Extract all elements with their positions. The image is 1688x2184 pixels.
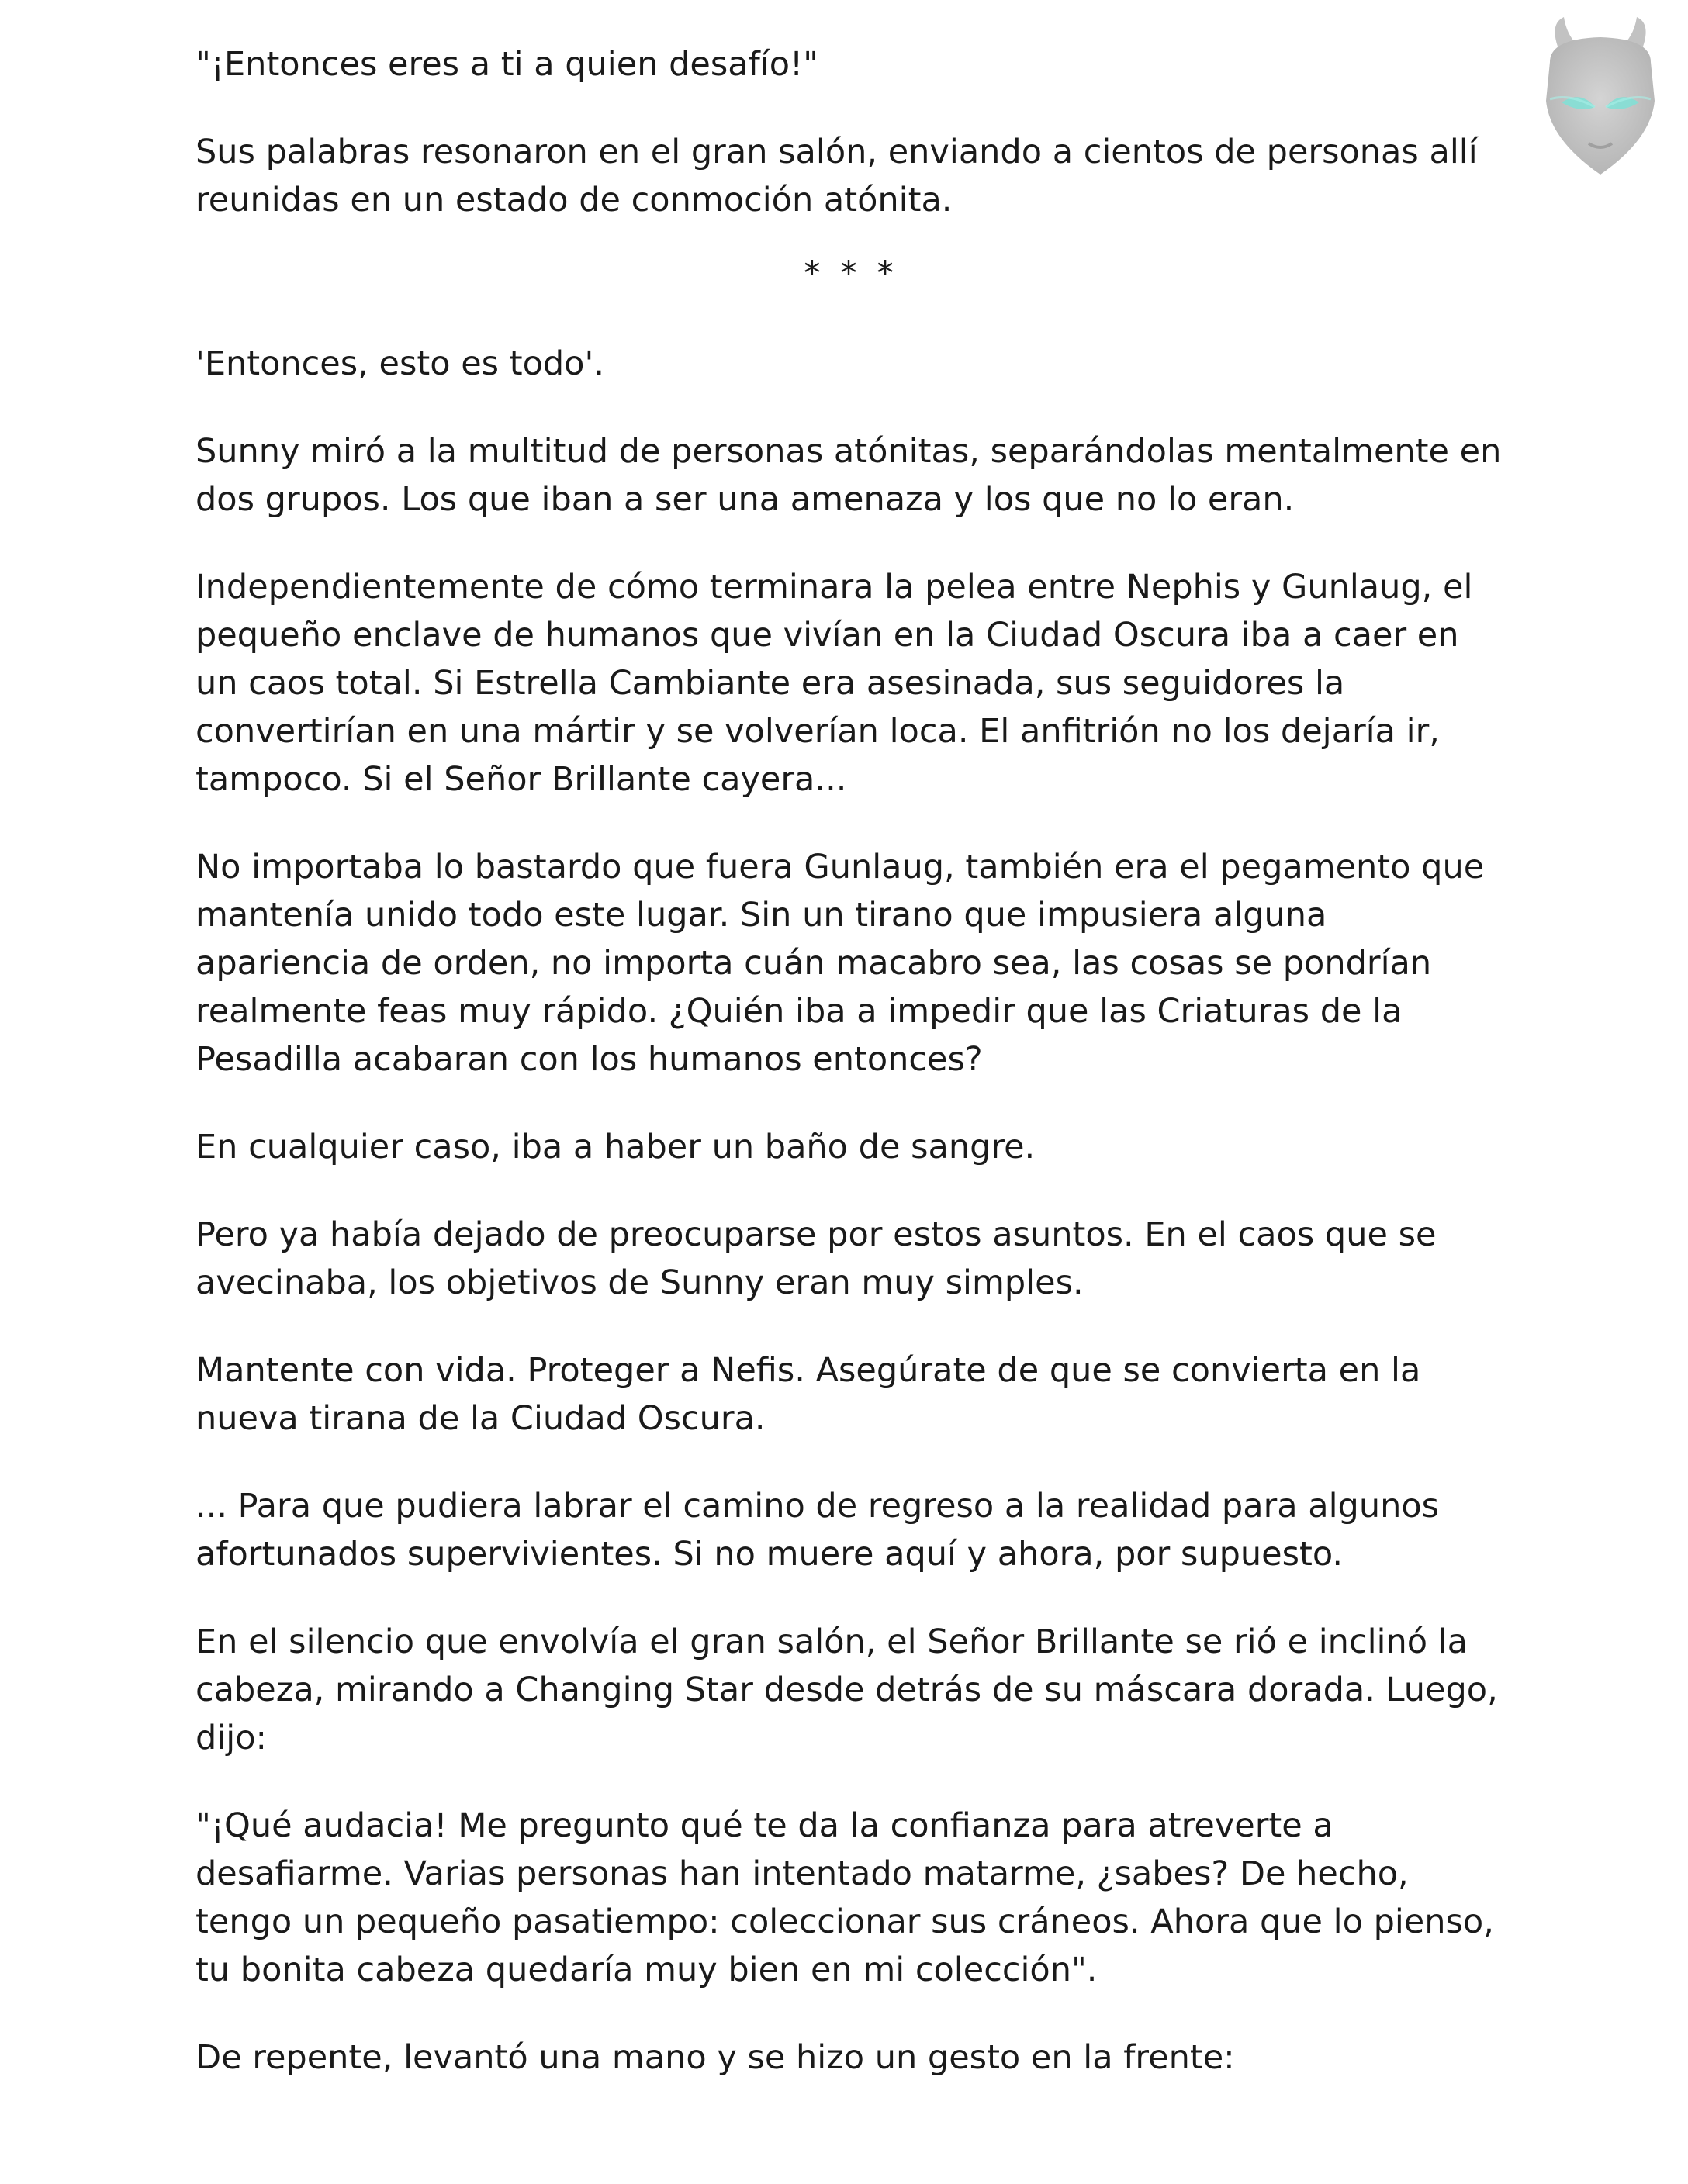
section-divider: * * * bbox=[804, 254, 898, 293]
paragraph-10: ... Para que pudiera labrar el camino de regreso a la realidad para algunos afortunados supervivientes. Si no muere aquí y ahora, por supuesto. bbox=[195, 1487, 1440, 1574]
paragraph-9: Mantente con vida. Proteger a Nefis. Asegúrate de que se convierta en la nueva tirana de la Ciudad Oscura. bbox=[195, 1351, 1421, 1438]
paragraph-7: En cualquier caso, iba a haber un baño de sangre. bbox=[195, 1128, 1036, 1166]
chapter-text bbox=[195, 40, 1506, 2121]
paragraph-4: Sunny miró a la multitud de personas atónitas, separándolas mentalmente en dos grupos. Los que iban a ser una amenaza y los que no lo eran. bbox=[195, 432, 1502, 519]
paragraph-12: "¡Qué audacia! Me pregunto qué te da la confianza para atreverte a desafiarme. Varias personas han intentado matarme, ¿sabes? De hecho, tengo un pequeño pasatiempo: coleccionar sus cráneos. Ahora que lo pienso, tu bonita cabeza quedaría muy bien en mi colección". bbox=[195, 1806, 1494, 1989]
paragraph-11: En el silencio que envolvía el gran salón, el Señor Brillante se rió e inclinó la cabeza, mirando a Changing Star desde detrás de su máscara dorada. Luego, dijo: bbox=[195, 1622, 1498, 1757]
paragraph-2: Sus palabras resonaron en el gran salón, enviando a cientos de personas allí reunidas en un estado de conmoción atónita. bbox=[195, 133, 1478, 219]
horned-mask-logo-icon-svg bbox=[1527, 16, 1674, 186]
paragraph-3: 'Entonces, esto es todo'. bbox=[195, 344, 604, 383]
paragraph-1: "¡Entonces eres a ti a quien desafío!" bbox=[195, 45, 819, 84]
paragraph-5: Independientemente de cómo terminara la pelea entre Nephis y Gunlaug, el pequeño enclave de humanos que vivían en la Ciudad Oscura iba a caer en un caos total. Si Estrella Cambiante era asesinada, sus seguidores la convertirían en una mártir y se volverían loca. El anfitrión no los dejaría ir, tampoco. Si el Señor Brillante cayera... bbox=[195, 568, 1473, 799]
paragraph-13: De repente, levantó una mano y se hizo un gesto en la frente: bbox=[195, 2038, 1235, 2077]
paragraph-6: No importaba lo bastardo que fuera Gunlaug, también era el pegamento que mantenía unido todo este lugar. Sin un tirano que impusiera alguna apariencia de orden, no importa cuán macabro sea, las cosas se pondrían realmente feas muy rápido. ¿Quién iba a impedir que las Criaturas de la Pesadilla acabaran con los humanos entonces? bbox=[195, 848, 1485, 1079]
horned-mask-logo-icon bbox=[1527, 16, 1674, 186]
paragraph-8: Pero ya había dejado de preocuparse por estos asuntos. En el caos que se avecinaba, los objetivos de Sunny eran muy simples. bbox=[195, 1215, 1437, 1302]
